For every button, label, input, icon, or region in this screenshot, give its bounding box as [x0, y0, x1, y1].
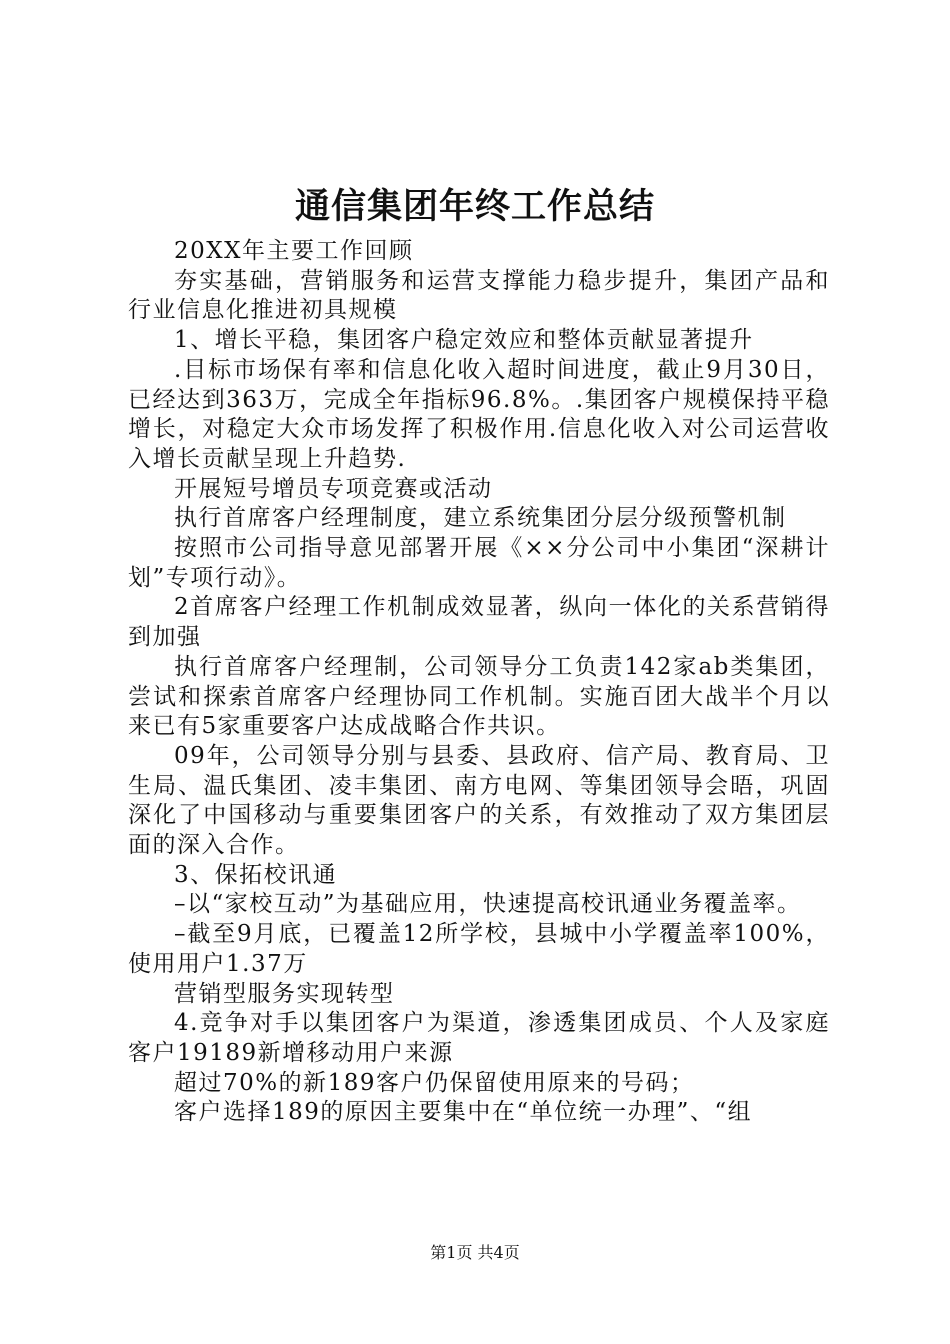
paragraph: 09年，公司领导分别与县委、县政府、信产局、教育局、卫生局、温氏集团、凌丰集团、南方电网、等集团领导会晤，巩固深化了中国移动与重要集团客户的关系，有效推动了双方集团层面的深入合作。 [128, 742, 830, 859]
document-title: 通信集团年终工作总结 [294, 186, 655, 227]
paragraph: 执行首席客户经理制度，建立系统集团分层分级预警机制 [174, 505, 787, 532]
paragraph: 超过70%的新189客户仍保留使用原来的号码； [174, 1069, 695, 1096]
paragraph: –截至9月底，已覆盖12所学校，县城中小学覆盖率100%，使用用户1.37万 [128, 921, 830, 977]
paragraph: –以“家校互动”为基础应用，快速提高校讯通业务覆盖率。 [174, 891, 802, 918]
paragraph: .目标市场保有率和信息化收入超时间进度，截止9月30日，已经达到363万，完成全年指标96.8%。.集团客户规模保持平稳增长，对稳定大众市场发挥了积极作用.信息化收入对公司运营收入增长贡献呈现上升趋势. [128, 356, 830, 472]
paragraph: 3、保拓校讯通 [174, 861, 338, 888]
document-body [128, 237, 830, 1128]
paragraph: 2首席客户经理工作机制成效显著，纵向一体化的关系营销得到加强 [128, 594, 830, 651]
paragraph: 4.竞争对手以集团客户为渠道，渗透集团成员、个人及家庭客户19189新增移动用户来源 [128, 1010, 830, 1066]
paragraph: 客户选择189的原因主要集中在“单位统一办理”、“组 [174, 1099, 753, 1126]
page-number: 第1页 共4页 [430, 1243, 520, 1262]
paragraph: 夯实基础，营销服务和运营支撑能力稳步提升，集团产品和行业信息化推进初具规模 [128, 267, 830, 324]
paragraph: 20XX年主要工作回顾 [174, 238, 414, 264]
paragraph: 营销型服务实现转型 [174, 980, 395, 1007]
paragraph: 执行首席客户经理制，公司领导分工负责142家ab类集团，尝试和探索首席客户经理协同工作机制。实施百团大战半个月以来已有5家重要客户达成战略合作共识。 [128, 653, 830, 740]
paragraph: 按照市公司指导意见部署开展《××分公司中小集团“深耕计划”专项行动》。 [128, 535, 830, 591]
paragraph: 1、增长平稳，集团客户稳定效应和整体贡献显著提升 [174, 327, 754, 354]
paragraph: 开展短号增员专项竞赛或活动 [174, 475, 493, 502]
